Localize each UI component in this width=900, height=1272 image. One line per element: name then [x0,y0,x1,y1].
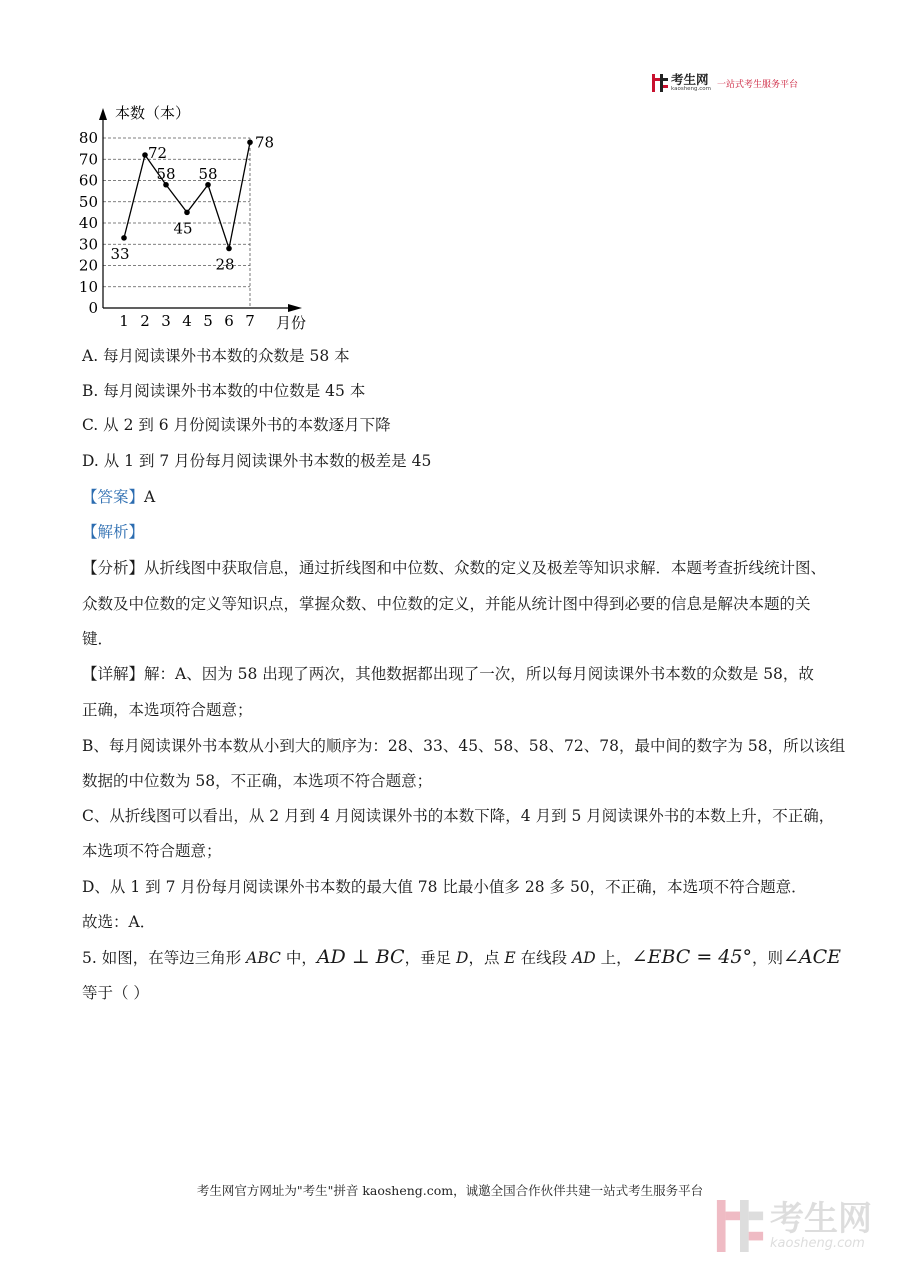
x-tick-label: 3 [161,312,171,330]
data-label: 78 [255,133,275,152]
y-tick-label: 70 [78,150,98,169]
x-tick-label: 1 [119,312,129,330]
answer-value: A [144,488,156,506]
y-tick-label: 20 [78,256,98,275]
data-point [247,139,253,145]
x-axis-arrow [288,304,302,312]
detail-line-4: 数据的中位数为 58，不正确，本选项不符合题意； [82,772,433,790]
y-tick-label: 80 [78,129,98,147]
analysis-line-2: 众数及中位数的定义等知识点，掌握众数、中位数的定义，并能从统计图中得到必要的信息是解决本题的关 [82,595,811,613]
y-axis-arrow [99,108,107,120]
y-tick-label: 40 [78,214,98,232]
analysis-line-3: 键． [82,630,114,648]
data-label: 72 [148,144,168,162]
data-label: 28 [215,255,235,274]
detail-line-5: C、从折线图可以看出，从 2 月到 4 月阅读课外书的本数下降，4 月到 5 月阅读课外书的本数上升，不正确， [82,807,835,825]
footer-text: 考生网官方网址为"考生"拼音 kaosheng.com，诚邀全国合作伙伴共建一站式考生服务平台 [196,1183,704,1198]
detail-line-8: 故选：A． [82,913,156,931]
logo-icon [652,74,668,92]
question-5-line-1: 5. 如图，在等边三角形 ABC 中，AD ⊥ BC，垂足 D，点 E 在线段 AD 上，∠EBC = 45°，则∠ACE [82,946,842,968]
data-point [163,182,169,188]
watermark-name: 考生网 [770,1198,872,1239]
data-label: 58 [156,164,176,183]
watermark [716,1200,872,1252]
answer-label: 【答案】 [82,488,145,506]
watermark-url: kaosheng.com [770,1235,865,1251]
detail-line-7: D、从 1 到 7 月份每月阅读课外书本数的最大值 78 比最小值多 28 多 50，不正确，本选项不符合题意． [82,878,807,896]
y-tick-label: 50 [78,192,98,211]
analysis-label: 【解析】 [82,523,145,541]
x-tick-label: 7 [245,312,255,330]
chart-data-labels [110,133,274,273]
line-chart [70,100,330,335]
y-tick-label: 60 [78,171,98,190]
math-angle-ace: ∠ACE [783,946,842,968]
logo-name: 考生网 [671,71,709,87]
chart-xticks [119,312,255,330]
detail-line-6: 本选项不符合题意； [82,842,222,860]
math-angle-ebc: ∠EBC = 45° [631,946,752,968]
detail-line-3: B、每月阅读课外书本数从小到大的顺序为：28、33、45、58、58、72、78，最中间的数字为 58，所以该组 [82,737,846,755]
data-point [205,182,211,188]
chart-ylabel: 本数（本） [115,104,191,122]
option-c: C. 从 2 到 6 月份阅读课外书的本数逐月下降 [82,416,391,434]
question-5-line-2: 等于（ ） [82,984,149,1002]
logo-slogan: 一站式考生服务平台 [717,79,799,90]
data-label: 45 [173,219,193,238]
detail-line-2: 正确，本选项符合题意； [82,701,253,719]
x-tick-label: 5 [203,312,213,330]
detail-line-1: 【详解】解：A、因为 58 出现了两次，其他数据都出现了一次，所以每月阅读课外书本数的众数是 58，故 [82,665,814,683]
y-tick-label: 0 [88,299,98,317]
data-label: 58 [198,164,218,183]
answer-line [82,487,155,507]
chart-yticks [79,129,98,317]
x-tick-label: 6 [224,312,234,330]
y-tick-label: 10 [78,277,98,296]
math-ad-perp-bc: AD ⊥ BC [316,946,405,968]
header-logo [652,72,798,94]
x-tick-label: 2 [140,312,150,330]
x-tick-label: 4 [182,312,192,330]
data-point [121,235,127,241]
data-point [226,246,232,252]
option-a: A. 每月阅读课外书本数的众数是 58 本 [82,347,350,365]
option-d: D. 从 1 到 7 月份每月阅读课外书本数的极差是 45 [82,452,432,470]
analysis-line-1: 【分析】从折线图中获取信息，通过折线图和中位数、众数的定义及极差等知识求解．本题考查折线统计图、 [82,559,827,577]
data-point [184,210,190,216]
watermark-logo-icon [716,1200,764,1252]
data-label: 33 [110,244,130,263]
chart-xlabel: 月份 [276,314,307,332]
logo-url: kaosheng.com [671,86,712,92]
option-b: B. 每月阅读课外书本数的中位数是 45 本 [82,382,366,400]
data-point [142,152,148,158]
y-tick-label: 30 [78,235,98,254]
